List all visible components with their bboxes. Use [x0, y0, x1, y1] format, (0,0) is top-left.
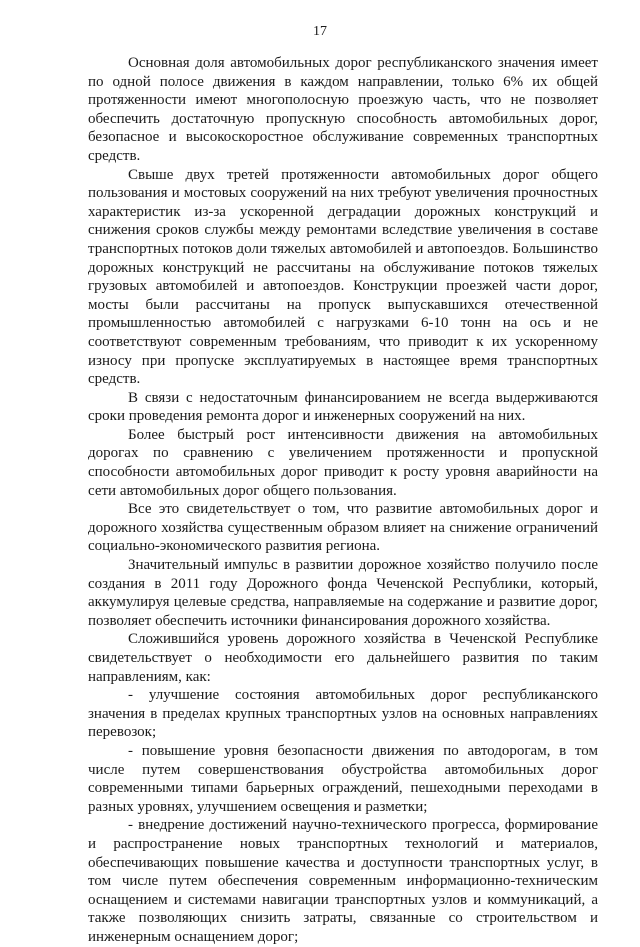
list-item: - внедрение достижений научно-технического прогресса, формирование и распространение новых транспортных технологий и материалов, обеспечивающих повышение качества и доступности транспортных услуг, в том числе путем обеспечения современным информационно-техническим оснащением и системами навигации транспортных узлов и коммуникаций, а также позволяющих снизить затраты, связанные со строительством и инженерным оснащением дорог; [88, 817, 598, 945]
document-body [88, 54, 598, 947]
list-item: - улучшение состояния автомобильных дорог республиканского значения в пределах крупных транспортных узлов на основных направлениях перевозок; [88, 687, 598, 741]
paragraph: Основная доля автомобильных дорог республиканского значения имеет по одной полосе движения в каждом направлении, только 6% их общей протяженности имеют многополосную проезжую часть, что не позволяет обеспечить достаточную пропускную способность автомобильных дорог, безопасное и высокоскоростное обслуживание современных транспортных средств. [88, 55, 598, 164]
paragraph: Свыше двух третей протяженности автомобильных дорог общего пользования и мостовых сооружений на них требуют увеличения прочностных характеристик из-за ускоренной деградации дорожных конструкций и снижения сроков службы между ремонтами вследствие увеличения в составе транспортных потоков доли тяжелых автомобилей и автопоездов. Большинство дорожных конструкций не рассчитаны на обслуживание потоков тяжелых грузовых автомобилей и автопоездов. Конструкции проезжей части дорог, мосты были рассчитаны на пропуск выпускавшихся отечественной промышленностью автомобилей с нагрузками 6-10 тонн на ось и не соответствуют современным требованиям, что приводит к их ускоренному износу при пропуске эксплуатируемых в настоящее время транспортных средств. [88, 166, 598, 388]
paragraph: Более быстрый рост интенсивности движения на автомобильных дорогах по сравнению с увеличением протяженности и пропускной способности автомобильных дорог приводит к росту уровня аварийности на сети автомобильных дорог общего пользования. [88, 426, 598, 499]
page-number: 17 [313, 24, 327, 39]
paragraph: Значительный импульс в развитии дорожное хозяйство получило после создания в 2011 году Дорожного фонда Чеченской Республики, который, аккумулируя целевые средства, направляемые на содержание и развитие дорог, позволяет обеспечить источники финансирования дорожного хозяйства. [88, 557, 598, 629]
list-item: - повышение уровня безопасности движения по автодорогам, в том числе путем совершенствования обустройства автомобильных дорог современными типами барьерных ограждений, пешеходными переходами в разных уровнях, улучшением освещения и разметки; [88, 742, 598, 815]
paragraph: Сложившийся уровень дорожного хозяйства в Чеченской Республике свидетельствует о необходимости его дальнейшего развития по таким направлениям, как: [88, 631, 598, 685]
paragraph: Все это свидетельствует о том, что развитие автомобильных дорог и дорожного хозяйства существенным образом влияет на снижение ограничений социально-экономического развития региона. [88, 501, 598, 555]
paragraph: В связи с недостаточным финансированием не всегда выдерживаются сроки проведения ремонта дорог и инженерных сооружений на них. [88, 389, 598, 425]
